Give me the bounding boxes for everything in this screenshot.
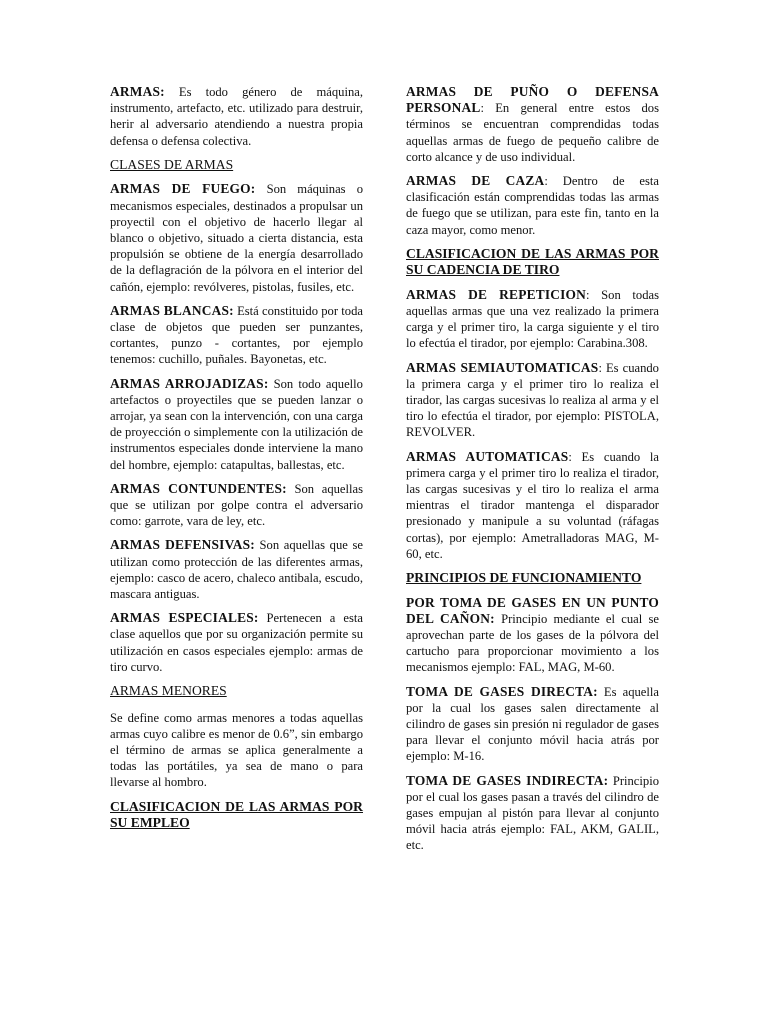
paragraph [406, 360, 659, 441]
paragraph-text: : Es cuando la primera carga y el primer tiro lo realiza el tirador, las cargas sucesivas lo realiza al arma y el tiro lo efectúa el tirador, por ejemplo: PISTOLA, REVOLVER. [406, 360, 659, 440]
term-armas: ARMAS: [110, 84, 165, 99]
paragraph [110, 376, 363, 473]
left-column [110, 84, 363, 832]
section-heading-clasificacion-de-las-armas-por-su-cadencia-de-tiro: CLASIFICACION DE LAS ARMAS POR SU CADENCIA DE TIRO [406, 245, 659, 278]
term-armas-automaticas: ARMAS AUTOMATICAS [406, 448, 569, 464]
paragraph [406, 84, 659, 165]
section-heading-armas-menores: ARMAS MENORES [110, 683, 227, 698]
paragraph [110, 710, 363, 791]
paragraph [406, 595, 659, 676]
term-armas-de-fuego: ARMAS DE FUEGO: [110, 181, 256, 197]
paragraph [110, 303, 363, 368]
paragraph [110, 610, 363, 675]
term-armas-de-puno-o-defensa-personal: ARMAS DE PUÑO O DEFENSA PERSONAL [406, 84, 659, 116]
term-armas-de-repeticion: ARMAS DE REPETICION [406, 286, 587, 302]
paragraph-text: Está constituido por toda clase de objetos que pueden ser punzantes, cortantes, punzo - cortantes, por ejemplo tenemos: cuchillo, puñales. Bayonetas, etc. [110, 303, 363, 367]
paragraph-text: Son aquellas que se utilizan por golpe contra el adversario como: garrote, vara de ley, etc. [110, 481, 363, 529]
paragraph-text: : Dentro de esta clasificación están comprendidas todas las armas de fuego que se utilizan, para este fin, tanto en la caza mayor, como menor. [406, 174, 659, 237]
term-toma-de-gases-indirecta: TOMA DE GASES INDIRECTA: [406, 772, 609, 788]
term-toma-de-gases-directa: TOMA DE GASES DIRECTA: [406, 683, 598, 699]
right-column [406, 84, 659, 854]
paragraph-text: Pertenecen a esta clase aquellos que por su organización permite su utilización en casos especiales ejemplo: armas de tiro curvo. [110, 611, 363, 674]
term-armas-de-caza: ARMAS DE CAZA [406, 173, 545, 189]
paragraph-text: : Son todas aquellas armas que una vez realizado la primera carga y el primer tiro, la carga siguiente y el tiro lo efectúa el tirador, por ejemplo: Carabina.308. [406, 287, 659, 351]
paragraph [110, 481, 363, 530]
paragraph-text: : En general entre estos dos términos se encuentran comprendidas todas aquellas armas de fuego de pequeño calibre de corto alcance y de uso individual. [406, 101, 659, 164]
term-por-toma-de-gases-en-un-punto-del-canon: POR TOMA DE GASES EN UN PUNTO DEL CAÑON: [406, 594, 659, 626]
section-heading-clasificacion-de-las-armas-por-su-empleo: CLASIFICACION DE LAS ARMAS POR SU EMPLEO [110, 798, 363, 831]
paragraph [406, 449, 659, 562]
paragraph [110, 181, 363, 294]
term-armas-semiautomaticas: ARMAS SEMIAUTOMATICAS [406, 359, 599, 375]
paragraph [406, 684, 659, 765]
paragraph [406, 173, 659, 238]
term-armas-contundentes: ARMAS CONTUNDENTES: [110, 480, 287, 496]
paragraph-text: Principio por el cual los gases pasan a través del cilindro de gases empujan al pistón para llevar al conjunto móvil hacia atrás ejemplo: FAL, AKM, GALIL, etc. [406, 773, 659, 853]
paragraph [406, 287, 659, 352]
paragraph [406, 773, 659, 854]
term-armas-blancas: ARMAS BLANCAS: [110, 302, 234, 318]
term-armas-defensivas: ARMAS DEFENSIVAS: [110, 537, 255, 553]
paragraph-text: Son todo aquello artefactos o proyectiles que se pueden lanzar o arrojar, ya sean con la intervención, con una carga de proyección o simplemente con la utilización de instrumentos especiales donde interviene la mano del hombre, ejemplo: catapultas, ballestas, etc. [110, 376, 363, 472]
section-heading-clases-de-armas: CLASES DE ARMAS [110, 156, 234, 172]
paragraph-text: Principio mediante el cual se aprovechan parte de los gases de la pólvora del cartucho para proporcionar movimiento a los mecanismos ejemplo: FAL, MAG, M-60. [406, 611, 659, 675]
term-armas-especiales: ARMAS ESPECIALES: [110, 610, 259, 626]
paragraph-text: Se define como armas menores a todas aquellas armas cuyo calibre es menor de 0.6”, sin embargo el término de armas se aplica generalmente a todas las portátiles, ya sea de mano o para llevarse al hombro. [110, 710, 363, 790]
paragraph [110, 537, 363, 602]
paragraph [110, 84, 363, 149]
paragraph-text: Es aquella por la cual los gases salen directamente al cilindro de gases sin presión ni regulador de gases para llevar el conjunto móvil hacia atrás por ejemplo: M-16. [406, 684, 659, 764]
paragraph-text: Son máquinas o mecanismos especiales, destinados a propulsar un proyectil con el objetivo de hacerlo llegar al blanco o objetivo, situado a cierta distancia, esta propulsión se obtiene de la energía desarrollado de la deflagración de la pólvora en el interior del cañón, ejemplo: revólveres, pistolas, fusiles, etc. [110, 182, 363, 294]
paragraph-text: Es todo género de máquina, instrumento, artefacto, etc. utilizado para destruir, herir al adversario atendiendo a nuestra propia defensa o defensa colectiva. [110, 85, 363, 148]
paragraph-text: Son aquellas que se utilizan como protección de las diferentes armas, ejemplo: casco de acero, chaleco antibala, escudo, mascara antiguas. [110, 538, 363, 601]
section-heading-principios-de-funcionamiento: PRINCIPIOS DE FUNCIONAMIENTO [406, 570, 642, 586]
term-armas-arrojadizas: ARMAS ARROJADIZAS: [110, 375, 269, 391]
paragraph-text: : Es cuando la primera carga y el primer tiro lo realiza el tirador, las cargas sucesivas y el tiro lo realiza el arma mientras el tirador mantenga el disparador presionado y manipule a su voluntad (ráfagas cortas), por ejemplo: Ametralladoras MAG, M-60, etc. [406, 449, 660, 561]
